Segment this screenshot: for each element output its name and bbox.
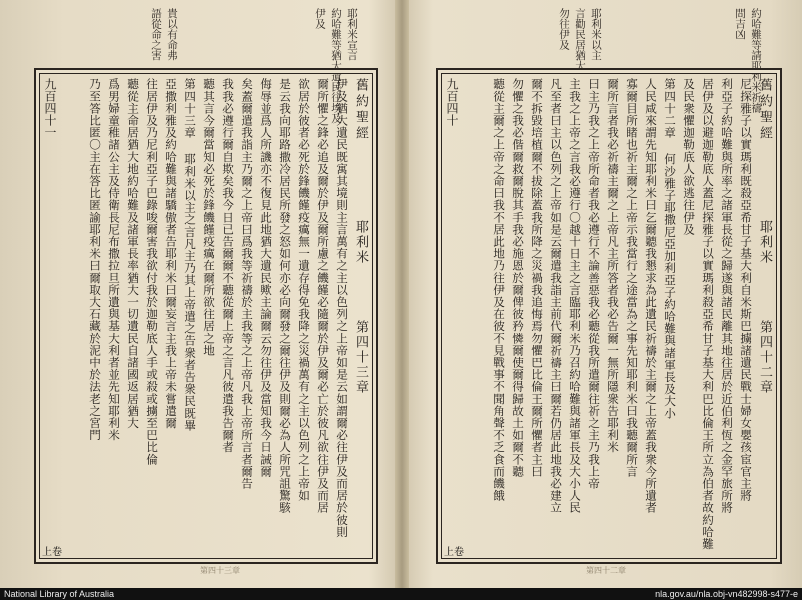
text-column: 我我必遵行爾自欺矣我今日已告爾爾不聽從爾上帝之言凡彼遣我告爾者 (221, 78, 235, 454)
text-frame (34, 68, 378, 564)
left-page (0, 0, 398, 588)
text-column: 是云我向耶路撒冷居民所發之怒如何亦必向爾發之爾往伊及則爾必為人所咒詛驚駭 (278, 78, 292, 514)
library-credit: National Library of Australia (4, 589, 115, 599)
chapter-label: 第四十二章 (757, 320, 772, 395)
marginal-note: 耶利米以主 (590, 8, 602, 61)
book-name: 耶利米 (353, 220, 368, 265)
text-column: 凡至者曰主以色列之上帝如是云爾遣我詣主前代爾祈禱主曰爾若仍居此地我必建立 (549, 78, 563, 514)
text-column: 及民衆懼迦勒底人欲逃往伊及 (682, 78, 696, 236)
heading-box-label: 第四十三章 (200, 566, 240, 575)
text-frame (436, 68, 782, 564)
text-column: 欲居於彼者必死於鋒饑饉疫癘無一遺存得免我降之災禍萬有之主以色列之上帝如 (297, 78, 311, 502)
text-column: 尼探雅子以實瑪利既殺亞希甘子基大利自米斯巴擄諸遺民戰士婦女嬰孩宦官主將 (739, 78, 753, 502)
text-column: 乃至答比匿〇主在答比匿諭耶利米曰爾取大石藏於泥中於法老之宮門 (88, 78, 102, 441)
text-column: 寡爾目所睹也祈主爾之上帝示我當行之途當為之事先知耶利米曰我聽爾所言 (625, 78, 639, 478)
heading-box-label: 第四十二章 (586, 566, 626, 575)
record-url: nla.gov.au/nla.obj-vn482998-s477-e (655, 589, 798, 599)
marginal-note: 語從命之害 (150, 8, 162, 61)
page-number: 九百四十 (445, 78, 459, 126)
running-title: 舊約聖經 (757, 78, 772, 142)
text-column: 伊及猶大遺民既寓其境則主言萬有之主以色列之上帝如是云如謂爾必往伊及而居於彼則 (335, 78, 349, 538)
marginal-note: 約哈難等猶大遺民往埃及 (330, 8, 342, 124)
body-columns (444, 78, 754, 554)
running-title: 舊約聖經 (353, 78, 368, 142)
folio-mark: 上卷 (444, 547, 464, 558)
text-column: 人民咸來謂先知耶利米曰乞爾聽我懇求為此遺民祈禱於主爾之上帝蓋我衆今所遺者 (644, 78, 658, 514)
marginal-note: 約哈難等請耶利米祈禱 (750, 8, 762, 113)
book-name: 耶利米 (757, 220, 772, 265)
right-page (406, 0, 802, 588)
marginal-note: 問吉凶 (734, 8, 746, 40)
folio-mark: 上卷 (42, 547, 62, 558)
text-column: 第四十三章 耶利米以主之言凡主乃其上帝遣之告衆者告衆民既畢 (183, 78, 197, 432)
marginal-note: 伊及 (314, 8, 326, 29)
text-column: 第四十二章 何沙雅子耶撒尼亞加利亞子約哈難與諸軍長及大小 (663, 78, 677, 420)
text-column: 往居伊及乃尼利亞子巴錄唆爾害我欲付我於迦勒底人手或殺或擄至巴比倫 (145, 78, 159, 466)
text-column: 爾所懼之鋒必追及爾於伊及爾所慮之饑饉必隨爾於伊及爾必亡於彼凡欲往伊及而居 (316, 78, 330, 514)
marginal-note: 耶利米宣言 (346, 8, 358, 61)
marginal-note: 貴以有命弗 (166, 8, 178, 61)
marginal-note: 言勸民居猶大 (574, 8, 586, 71)
text-column: 亞撒利雅及約哈難與諸驕傲者告耶利米曰爾妄言主我上帝未嘗遣爾 (164, 78, 178, 429)
text-column: 爲男婦童稚諸公主及侍衛長尼布撒拉旦所遺與基大利者並先知耶利米 (107, 78, 121, 441)
marginal-notes-left (558, 8, 602, 71)
page-number: 九百四十一 (43, 78, 57, 138)
text-column: 聽從主爾之上帝之命曰我不居此地乃往伊及在彼不見戰事不聞角聲不乏食而饑餓 (492, 78, 506, 502)
text-column: 利亞子約哈難與所率之諸軍長從之歸遂與諸民離其地往居於近伯利恆之金罕旅所將 (720, 78, 734, 514)
text-column: 矣蓋爾遣我詣主乃爾之上帝曰爲我等祈禱於主我等之上帝凡我上帝所言者爾告 (240, 78, 254, 490)
footer-bar (0, 588, 802, 600)
chapter-label: 第四十三章 (353, 320, 368, 395)
text-column: 曰主乃我之上帝所命者我必遵行不論善惡我必聽從我所遣爾往祈之主乃我上帝 (587, 78, 601, 490)
text-column: 聽從主命居猶大地約哈難及諸軍長率猶大一切遺民自諸國返居猶大 (126, 78, 140, 429)
marginal-note: 勿往伊及 (558, 8, 570, 50)
text-column: 主我之上帝之言我必遵行〇越十日主之言臨耶利米乃召約哈難與諸軍長及大小人民 (568, 78, 582, 514)
text-column: 侮辱並爲人所譏亦不復見此地猶大遺民歟主論爾云勿往伊及當知我今日誡爾 (259, 78, 273, 478)
text-column: 爾所言者我必祈禱主爾之上帝凡主所答者我必告爾一無所隱衆告耶利米 (606, 78, 620, 454)
marginal-notes-left (150, 8, 178, 61)
text-column: 勿懼之我必偕爾救爾脫其手我必施恩於爾俾彼矜憐爾使爾得歸故土如爾不聽 (511, 78, 525, 478)
text-column: 爾不拆毀培植爾不拔除蓋我所降之災禍我追悔焉勿懼巴比倫王爾所懼者主曰 (530, 78, 544, 478)
text-column: 居伊及以避迦勒底人蓋尼探雅子以實瑪利殺亞希甘子基大利巴比倫王所立為伯者故約哈難 (701, 78, 715, 550)
body-columns (42, 78, 350, 554)
text-column: 聽其言今爾當知必死於鋒饑饉疫癘在爾所欲往居之地 (202, 78, 216, 357)
